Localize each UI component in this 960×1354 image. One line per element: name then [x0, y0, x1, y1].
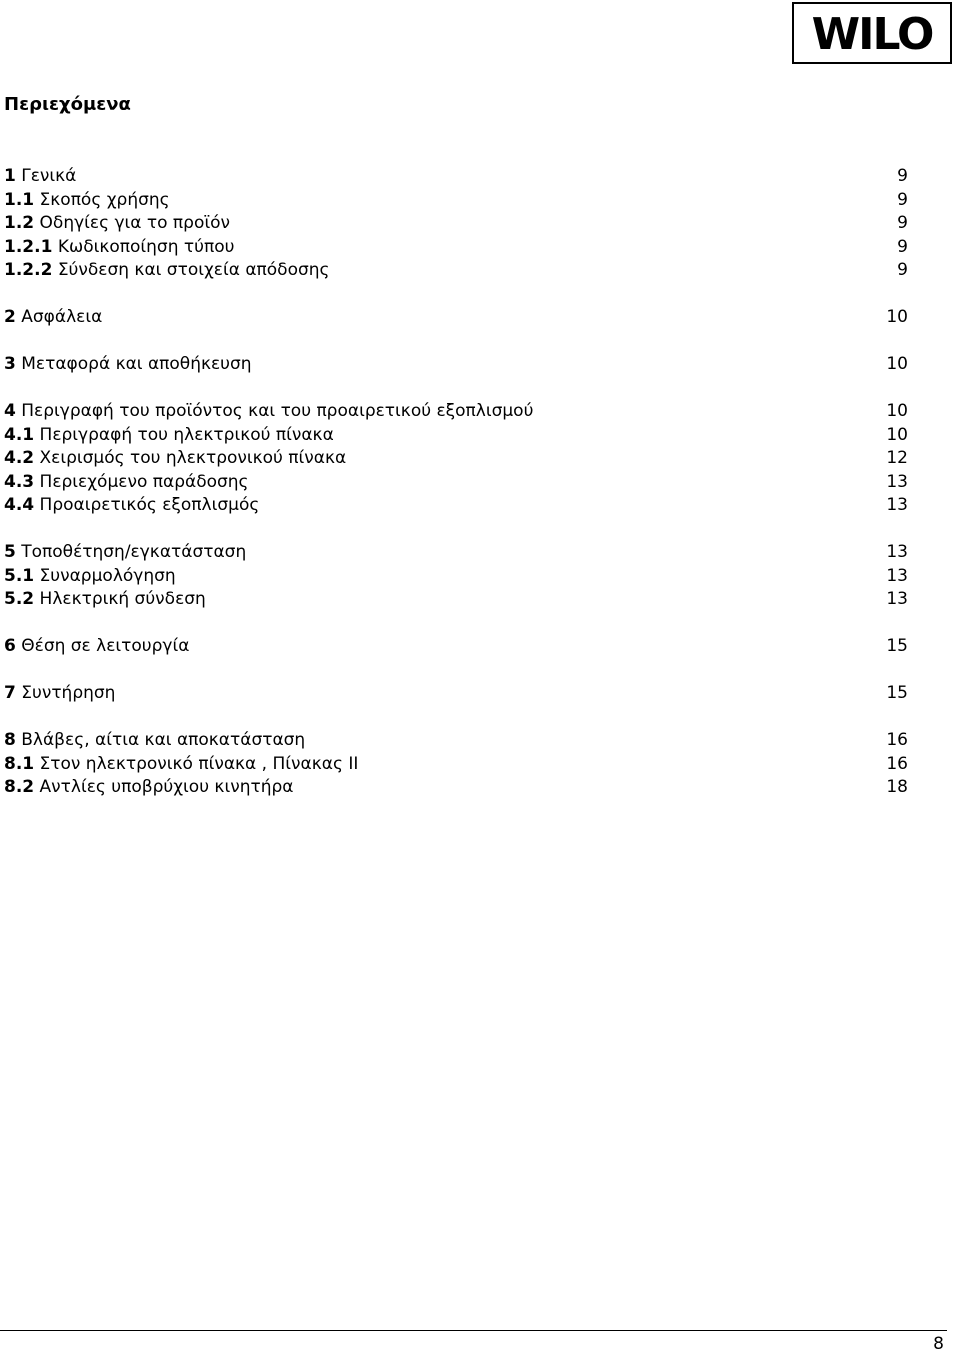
toc-entry[interactable]	[4, 729, 908, 753]
toc-entry-page: 10	[886, 401, 908, 421]
toc-entry[interactable]	[4, 588, 908, 612]
toc-entry[interactable]	[4, 306, 908, 330]
toc-entry[interactable]	[4, 565, 908, 589]
toc-entry-title: Θέση σε λειτουργία	[21, 636, 190, 656]
toc-entry-page: 10	[886, 354, 908, 374]
toc-entry-page: 9	[897, 189, 908, 210]
toc-entry-page: 12	[886, 448, 908, 468]
toc-entry-number: 4	[4, 401, 16, 421]
toc-entry-page: 9	[897, 213, 908, 233]
toc-entry-title: Αντλίες υποβρύχιου κινητήρα	[39, 777, 294, 797]
toc-entry-number: 7	[4, 683, 16, 703]
toc-entry-number: 4.1	[4, 424, 35, 445]
toc-entry-title: Σκοπός χρήσης	[39, 189, 170, 210]
toc-entry-title: Περιγραφή του ηλεκτρικού πίνακα	[39, 424, 334, 445]
toc-entry-title: Ηλεκτρική σύνδεση	[39, 589, 206, 609]
toc-entry-number: 1.2.1	[4, 236, 53, 257]
toc-entry-page: 18	[886, 777, 908, 797]
toc-entry-page: 13	[886, 589, 908, 609]
brand-wordmark: WILO	[811, 9, 933, 60]
toc-entry[interactable]	[4, 236, 908, 260]
toc-entry-page: 13	[886, 471, 908, 492]
toc-entry-title: Χειρισμός του ηλεκτρονικού πίνακα	[39, 448, 347, 468]
toc-entry-page: 9	[897, 260, 908, 280]
toc-entry[interactable]	[4, 541, 908, 565]
toc-entry-number: 4.4	[4, 495, 35, 515]
toc-entry-number: 4.2	[4, 448, 35, 468]
toc-entry-heading	[4, 682, 115, 706]
toc-entry-heading	[4, 447, 346, 471]
toc-entry-number: 3	[4, 354, 16, 374]
toc-entry-heading	[4, 776, 294, 800]
toc-entry-title: Προαιρετικός εξοπλισμός	[39, 495, 260, 515]
toc-group	[4, 353, 908, 377]
toc-group	[4, 400, 908, 518]
toc-entry-page: 9	[897, 166, 908, 186]
toc-entry-number: 5.1	[4, 565, 35, 586]
toc-entry-page: 15	[886, 636, 908, 656]
toc-entry-number: 8.2	[4, 777, 35, 797]
toc-entry[interactable]	[4, 212, 908, 236]
toc-entry-heading	[4, 400, 533, 424]
toc-entry-page: 10	[886, 424, 908, 445]
toc-group	[4, 306, 908, 330]
toc-group	[4, 165, 908, 283]
toc-group	[4, 635, 908, 659]
toc-entry-number: 8.1	[4, 753, 35, 774]
toc-entry-title: Τοποθέτηση/εγκατάσταση	[21, 542, 247, 562]
toc-entry[interactable]	[4, 447, 908, 471]
toc-entry-number: 1.2.2	[4, 260, 53, 280]
toc-entry-number: 6	[4, 636, 16, 656]
toc-entry-heading	[4, 189, 170, 213]
toc-entry-number: 5.2	[4, 589, 35, 609]
toc-entry-title: Ασφάλεια	[21, 307, 103, 327]
toc-entry-heading	[4, 212, 230, 236]
toc-entry-number: 8	[4, 730, 16, 750]
toc-entry-title: Μεταφορά και αποθήκευση	[21, 354, 252, 374]
toc-entry-page: 15	[886, 683, 908, 703]
toc-entry-title: Συναρμολόγηση	[39, 565, 176, 586]
toc-entry[interactable]	[4, 682, 908, 706]
toc-entry-page: 16	[886, 753, 908, 774]
toc-entry-title: Στον ηλεκτρονικό πίνακα , Πίνακας II	[39, 753, 359, 774]
toc-entry-title: Περιγραφή του προϊόντος και του προαιρετικού εξοπλισμού	[21, 401, 534, 421]
toc-entry[interactable]	[4, 424, 908, 448]
toc-entry[interactable]	[4, 471, 908, 495]
toc-entry-heading	[4, 541, 246, 565]
table-of-contents	[4, 165, 908, 800]
toc-entry-heading	[4, 729, 305, 753]
toc-entry-page: 9	[897, 236, 908, 257]
toc-entry-number: 4.3	[4, 471, 35, 492]
toc-entry-heading	[4, 424, 334, 448]
toc-entry-page: 10	[886, 307, 908, 327]
toc-entry-heading	[4, 259, 330, 283]
toc-entry-page: 13	[886, 565, 908, 586]
page-title: Περιεχόμενα	[4, 94, 131, 115]
toc-entry-heading	[4, 635, 189, 659]
toc-entry[interactable]	[4, 189, 908, 213]
toc-entry-heading	[4, 236, 234, 260]
toc-entry-title: Περιεχόμενο παράδοσης	[39, 471, 249, 492]
toc-entry-heading	[4, 588, 206, 612]
toc-entry-title: Κωδικοποίηση τύπου	[57, 236, 235, 257]
page-number: 8	[933, 1334, 944, 1354]
toc-entry-heading	[4, 753, 358, 777]
toc-group	[4, 682, 908, 706]
toc-entry-number: 5	[4, 542, 16, 562]
toc-entry-heading	[4, 471, 249, 495]
toc-entry-number: 1.2	[4, 213, 35, 233]
toc-group	[4, 541, 908, 612]
toc-entry-page: 13	[886, 495, 908, 515]
toc-entry-number: 1	[4, 166, 16, 186]
toc-group	[4, 729, 908, 800]
wilo-logo-icon	[794, 4, 950, 62]
toc-entry-page: 16	[886, 730, 908, 750]
toc-entry-heading	[4, 565, 176, 589]
toc-entry-heading	[4, 494, 259, 518]
toc-entry[interactable]	[4, 494, 908, 518]
toc-entry-number: 2	[4, 307, 16, 327]
toc-entry-heading	[4, 165, 76, 189]
toc-entry[interactable]	[4, 400, 908, 424]
toc-entry-title: Σύνδεση και στοιχεία απόδοσης	[57, 260, 330, 280]
toc-entry[interactable]	[4, 776, 908, 800]
toc-entry-page: 13	[886, 542, 908, 562]
toc-entry[interactable]	[4, 753, 908, 777]
toc-entry-title: Συντήρηση	[21, 683, 116, 703]
toc-entry-title: Οδηγίες για το προϊόν	[39, 213, 231, 233]
footer-divider	[0, 1330, 947, 1331]
toc-entry[interactable]	[4, 259, 908, 283]
toc-entry-title: Γενικά	[21, 166, 77, 186]
toc-entry-heading	[4, 353, 252, 377]
toc-entry-number: 1.1	[4, 189, 35, 210]
toc-entry[interactable]	[4, 635, 908, 659]
toc-entry[interactable]	[4, 165, 908, 189]
wilo-logo	[792, 2, 952, 64]
toc-entry-title: Βλάβες, αίτια και αποκατάσταση	[21, 730, 306, 750]
toc-entry[interactable]	[4, 353, 908, 377]
toc-entry-heading	[4, 306, 102, 330]
